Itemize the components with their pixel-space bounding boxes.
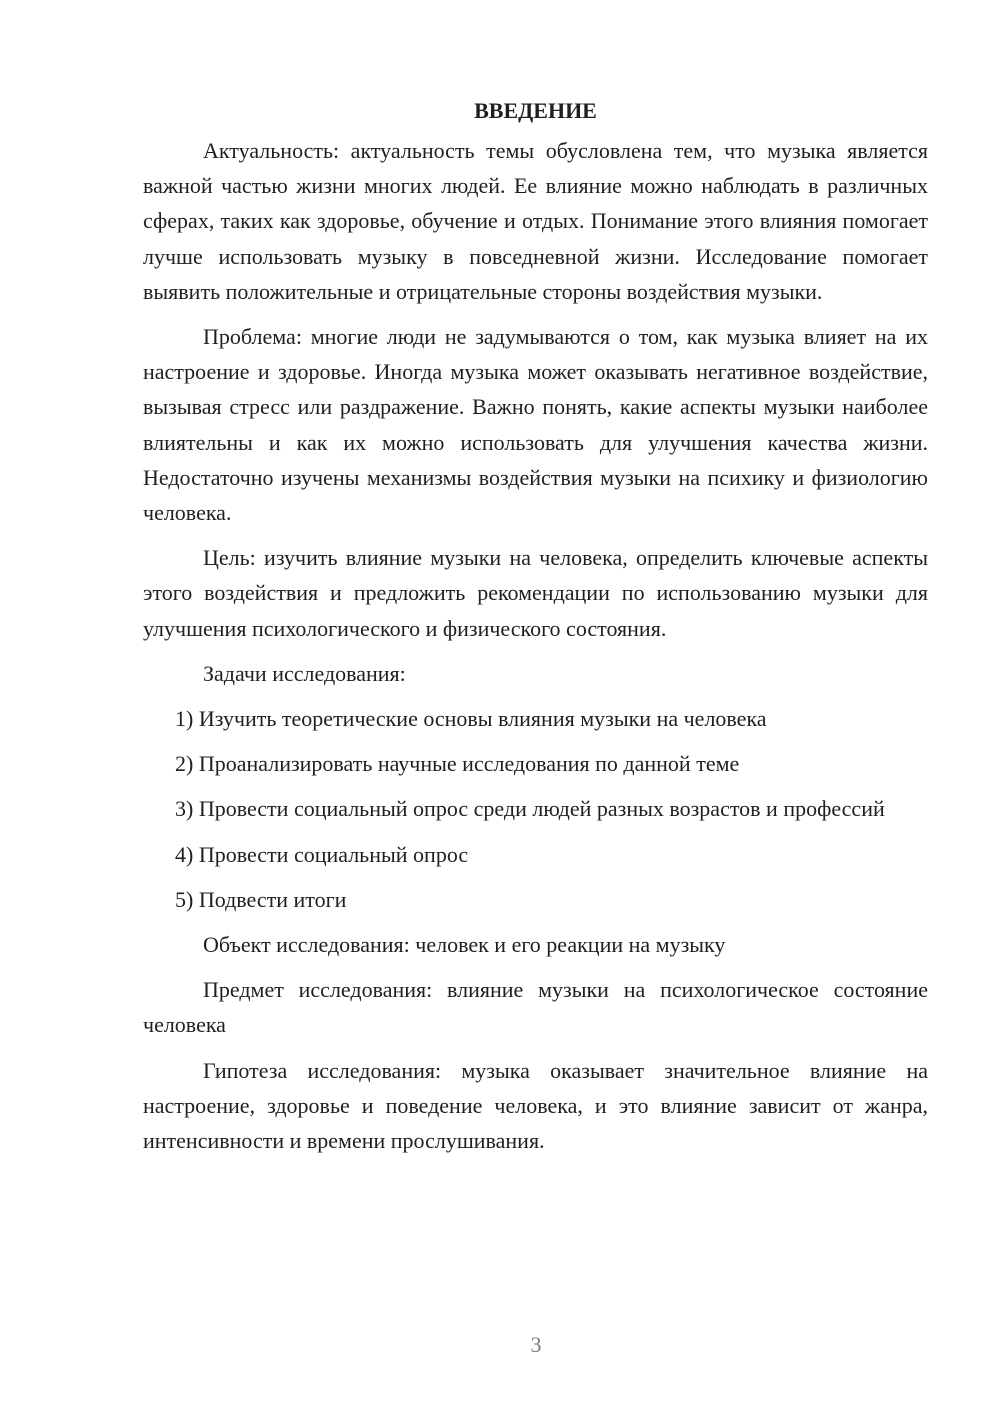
- task-item-4: 4) Провести социальный опрос: [175, 841, 469, 867]
- task-item-3: 3) Провести социальный опрос среди людей разных возрастов и профессий: [175, 796, 885, 822]
- section-title: ВВЕДЕНИЕ: [474, 98, 597, 123]
- task-item-1: 1) Изучить теоретические основы влияния музыки на человека: [175, 706, 767, 732]
- subject-paragraph: Предмет исследования: влияние музыки на психологическое состояние человека: [143, 977, 928, 1038]
- problem-paragraph: Проблема: многие люди не задумываются о том, как музыка влияет на их настроение и здоровье. Иногда музыка может оказывать негативное воздействие, вызывая стресс или раздражение. Важно понять, какие аспекты музыки наиболее влиятельны и как их можно использовать для улучшения качества жизни. Недостаточно изучены механизмы воздействия музыки на психику и физиологию человека.: [143, 324, 928, 526]
- task-item-2: 2) Проанализировать научные исследования по данной теме: [175, 751, 740, 777]
- object-paragraph: Объект исследования: человек и его реакции на музыку: [203, 932, 726, 958]
- tasks-heading: Задачи исследования:: [203, 660, 406, 686]
- relevance-paragraph: Актуальность: актуальность темы обусловлена тем, что музыка является важной частью жизни многих людей. Ее влияние можно наблюдать в различных сферах, таких как здоровье, обучение и отдых. Понимание этого влияния помогает лучше использовать музыку в повседневной жизни. Исследование помогает выявить положительные и отрицательные стороны воздействия музыки.: [143, 138, 928, 304]
- hypothesis-paragraph: Гипотеза исследования: музыка оказывает значительное влияние на настроение, здоровье и поведение человека, и это влияние зависит от жанра, интенсивности и времени прослушивания.: [143, 1057, 928, 1154]
- page-number: 3: [530, 1332, 542, 1357]
- goal-paragraph: Цель: изучить влияние музыки на человека, определить ключевые аспекты этого воздействия и предложить рекомендации по использованию музыки для улучшения психологического и физического состояния.: [143, 545, 928, 641]
- task-item-5: 5) Подвести итоги: [175, 886, 347, 912]
- document-page: [143, 93, 928, 1168]
